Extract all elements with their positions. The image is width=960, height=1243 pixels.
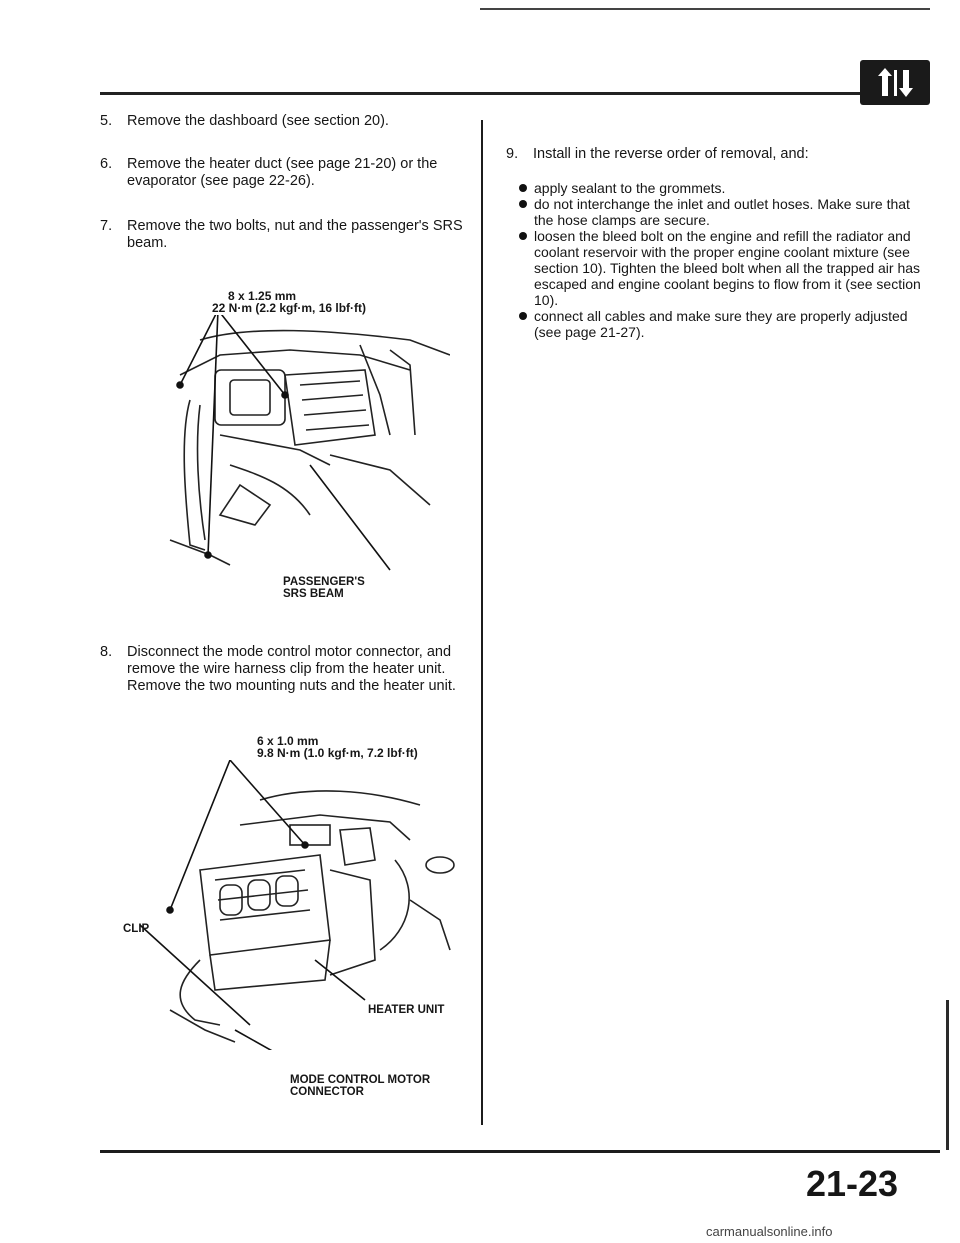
step-number: 5. [100,113,113,129]
step-number: 8. [100,644,113,660]
top-thin-rule [480,8,930,10]
step-9-bullets [519,180,931,340]
label-srs-beam: SRS BEAM [283,588,344,600]
step-text: Remove the heater duct (see page 21-20) or the evaporator (see page 22-26). [127,156,438,189]
step-number: 7. [100,218,113,234]
step-number: 9. [506,146,519,162]
page-number: 21-23 [806,1163,899,1204]
list-item [519,308,931,340]
label-connector: CONNECTOR [290,1086,364,1098]
watermark: carmanualsonline.info [706,1224,833,1239]
list-item [519,196,931,228]
bullet-text: do not interchange the inlet and outlet hoses. Make sure that the hose clamps are secure. [534,196,910,228]
step-text: Install in the reverse order of removal, and: [533,146,809,162]
bullet-text: apply sealant to the grommets. [534,180,726,196]
figure2-bolt-size: 6 x 1.0 mm [257,734,319,748]
figure2-torque: 9.8 N·m (1.0 kgf·m, 7.2 lbf·ft) [257,746,418,760]
section-tab [860,60,930,105]
figure1-bolt-size: 8 x 1.25 mm [228,289,297,303]
list-item [519,228,931,308]
header-rule [100,92,860,95]
column-divider [481,120,483,1125]
list-item [519,180,931,196]
bullet-text: connect all cables and make sure they are properly adjusted (see page 21-27). [534,308,908,340]
srs-beam-diagram [160,315,450,575]
label-passengers: PASSENGER'S [283,576,365,588]
step-text: Remove the two bolts, nut and the passenger's SRS beam. [127,218,463,251]
bullet-text: loosen the bleed bolt on the engine and refill the radiator and coolant reservoir with the proper engine coolant mixture (see section 10). Tighten the bleed bolt when all the trapped air has escaped and engine coolant begins to flow from it (see section 10). [534,228,921,308]
thermometer-arrows-icon [870,66,920,100]
label-clip: CLIP [123,923,150,935]
step-text: Disconnect the mode control motor connector, and remove the wire harness clip from the heater unit. Remove the two mounting nuts and the heater unit. [127,644,456,694]
bullet-icon [519,232,527,240]
edge-mark [946,1000,949,1150]
figure1-torque: 22 N·m (2.2 kgf·m, 16 lbf·ft) [212,301,367,315]
step-number: 6. [100,156,113,172]
label-heater-unit: HEATER UNIT [368,1004,445,1016]
bullet-icon [519,312,527,320]
bullet-icon [519,200,527,208]
footer-rule [100,1150,940,1153]
bullet-icon [519,184,527,192]
label-mode-control-motor: MODE CONTROL MOTOR [290,1074,431,1086]
step-text: Remove the dashboard (see section 20). [127,113,389,129]
